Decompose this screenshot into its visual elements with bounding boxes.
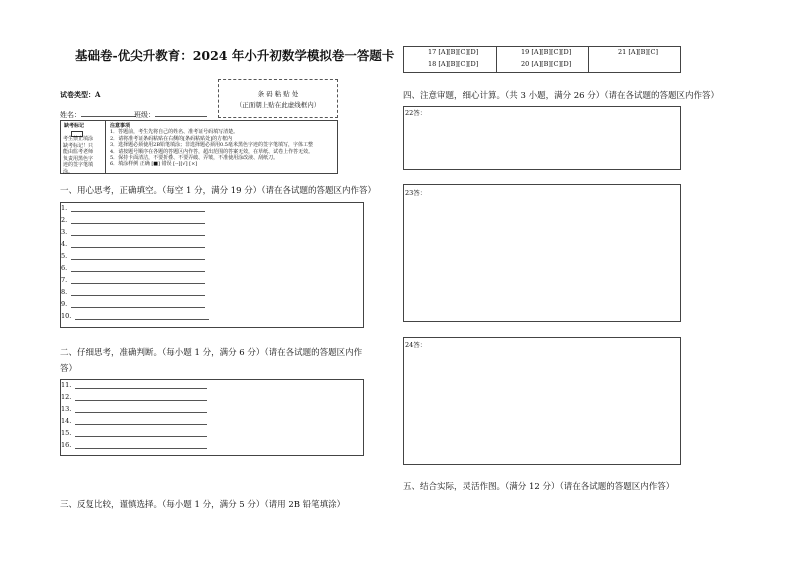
absent-mark-title: 缺考标记 — [64, 123, 85, 129]
fill-line[interactable]: 10. — [61, 312, 209, 320]
fill-line[interactable]: 14. — [61, 417, 207, 425]
section5-heading: 五、结合实际，灵活作图。（满分 12 分）（请在各试题的答题区内作答） — [403, 482, 675, 492]
class-label: 班级： — [134, 111, 155, 119]
section3-heading: 三、反复比较，谨慎选择。（每小题 1 分，满分 5 分）（请用 2B 铅笔填涂） — [60, 500, 346, 510]
absent-mark-panel — [61, 121, 106, 173]
section2-heading: 二、仔细思考，准确判断。（每小题 1 分，满分 6 分）（请在各试题的答题区内作 — [60, 348, 363, 358]
note-item: 6．填涂样例 正确 [■] 错误 [--][√] [×] — [110, 161, 198, 168]
answer-label-24: 24答： — [405, 341, 427, 349]
note-item: 2．请将准考证条码粘贴在右侧的[条码粘贴处]的方框内 — [110, 135, 233, 142]
fill-line[interactable]: 3. — [61, 228, 205, 236]
answer-box-24[interactable] — [403, 337, 681, 465]
barcode-area — [218, 79, 338, 118]
answer-box-23[interactable] — [403, 184, 681, 322]
fill-line[interactable]: 9. — [61, 300, 205, 308]
name-field[interactable] — [60, 110, 136, 120]
notes-list — [110, 123, 313, 168]
barcode-title: 条 码 粘 贴 处 — [257, 90, 299, 98]
fill-line[interactable]: 1. — [61, 204, 205, 212]
section1-heading: 一、用心思考，正确填空。（每空 1 分，满分 19 分）（请在各试题的答题区内作答） — [60, 186, 377, 196]
fill-line[interactable]: 6. — [61, 264, 205, 272]
fill-line[interactable]: 16. — [61, 441, 207, 449]
note-item: 5．保持卡面清洁，不要折叠、不要弄破、弄皱，不准使用涂改液、刮纸刀。 — [110, 155, 279, 162]
page-title: 基础卷-优尖升教育：2024 年小升初数学模拟卷一答题卡 — [75, 48, 395, 63]
choice-row-20[interactable]: 20 [A][B][C][D] — [521, 60, 572, 68]
section2-heading-cont: 答） — [60, 364, 78, 374]
paper-type: 试卷类型：A — [60, 90, 101, 99]
answer-box-22[interactable] — [403, 106, 681, 170]
note-item: 3．选择题必须使用2B铅笔填涂；非选择题必须用0.5毫米黑色字迹的签字笔填写，字体工整 — [110, 142, 313, 149]
choice-row-21[interactable]: 21 [A][B][C] — [618, 48, 658, 56]
absent-mark-text: 考生禁止填涂 缺考标记！只 能由监考老师 负责用黑色字 迹的签字笔填 涂。 — [63, 136, 94, 175]
note-item: 1．答题前，考生先将自己的姓名、准考证号码填写清楚。 — [110, 129, 239, 136]
fill-line[interactable]: 15. — [61, 429, 207, 437]
answer-label-22: 22答： — [405, 109, 427, 117]
choice-row-19[interactable]: 19 [A][B][C][D] — [521, 48, 572, 56]
fill-line[interactable]: 8. — [61, 288, 205, 296]
section2-answer-box — [60, 379, 364, 456]
choice-grid — [403, 46, 681, 73]
section1-answer-box — [60, 202, 364, 328]
notes-title: 注意事项 — [110, 123, 131, 129]
fill-line[interactable]: 12. — [61, 393, 207, 401]
fill-line[interactable]: 7. — [61, 276, 205, 284]
barcode-subtitle: （正面朝上贴在此虚线框内） — [235, 101, 321, 109]
choice-row-18[interactable]: 18 [A][B][C][D] — [428, 60, 479, 68]
notes-box — [60, 120, 338, 174]
section4-heading: 四、注意审题，细心计算。（共 3 小题，满分 26 分）（请在各试题的答题区内作答） — [403, 91, 720, 101]
name-label: 姓名： — [60, 111, 81, 119]
fill-line[interactable]: 13. — [61, 405, 207, 413]
choice-row-17[interactable]: 17 [A][B][C][D] — [428, 48, 479, 56]
note-item: 4．请按题号顺序在各题的答题区内作答，超出范围的答案无效，在草纸、试卷上作答无效。 — [110, 148, 314, 155]
fill-line[interactable]: 11. — [61, 381, 207, 389]
answer-label-23: 23答： — [405, 189, 427, 197]
class-field[interactable] — [134, 110, 207, 120]
fill-line[interactable]: 4. — [61, 240, 205, 248]
fill-line[interactable]: 5. — [61, 252, 205, 260]
fill-line[interactable]: 2. — [61, 216, 205, 224]
